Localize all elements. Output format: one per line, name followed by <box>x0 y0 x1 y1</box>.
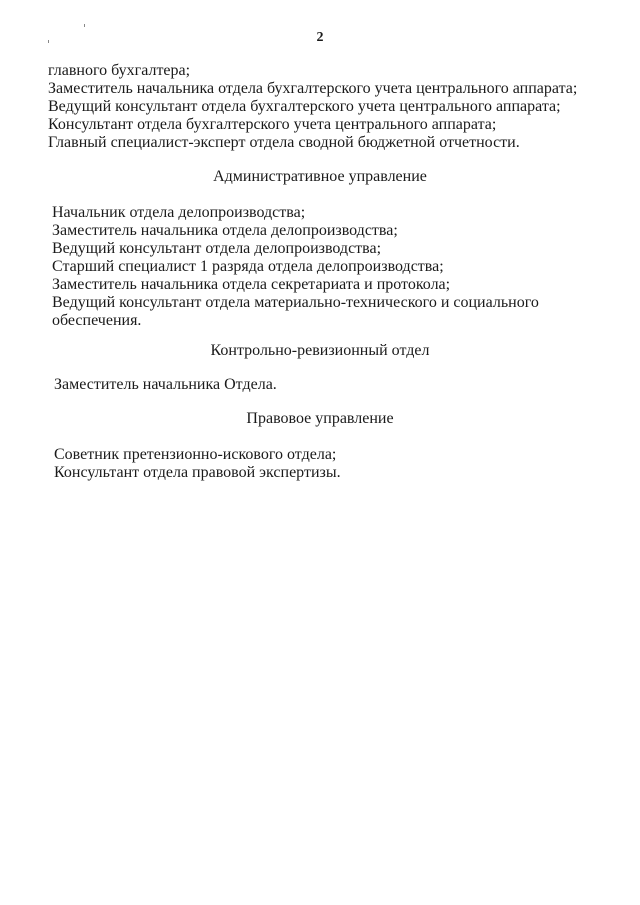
list-item: Старший специалист 1 разряда отдела делопроизводства; <box>52 258 444 275</box>
list-item: Главный специалист-эксперт отдела сводной бюджетной отчетности. <box>48 134 520 151</box>
page-number: 2 <box>316 30 324 45</box>
list-item: обеспечения. <box>52 312 142 329</box>
list-item: Заместитель начальника отдела бухгалтерского учета центрального аппарата; <box>48 80 578 97</box>
list-item: Ведущий консультант отдела материально-технического и социального <box>52 294 539 311</box>
scan-speck <box>84 24 85 27</box>
list-item: Консультант отдела бухгалтерского учета центрального аппарата; <box>48 116 497 133</box>
list-item: главного бухгалтера; <box>48 62 191 79</box>
list-item: Ведущий консультант отдела бухгалтерского учета центрального аппарата; <box>48 98 561 115</box>
list-item: Начальник отдела делопроизводства; <box>52 204 306 221</box>
list-item: Советник претензионно-искового отдела; <box>54 446 337 463</box>
list-item: Ведущий консультант отдела делопроизводства; <box>52 240 382 257</box>
section-heading: Административное управление <box>213 168 427 185</box>
list-item: Заместитель начальника отдела секретариата и протокола; <box>52 276 451 293</box>
list-item: Заместитель начальника отдела делопроизводства; <box>52 222 398 239</box>
section-heading: Контрольно-ревизионный отдел <box>210 342 430 359</box>
list-item: Консультант отдела правовой экспертизы. <box>54 464 341 481</box>
list-item: Заместитель начальника Отдела. <box>54 376 277 393</box>
section-heading: Правовое управление <box>246 410 394 427</box>
